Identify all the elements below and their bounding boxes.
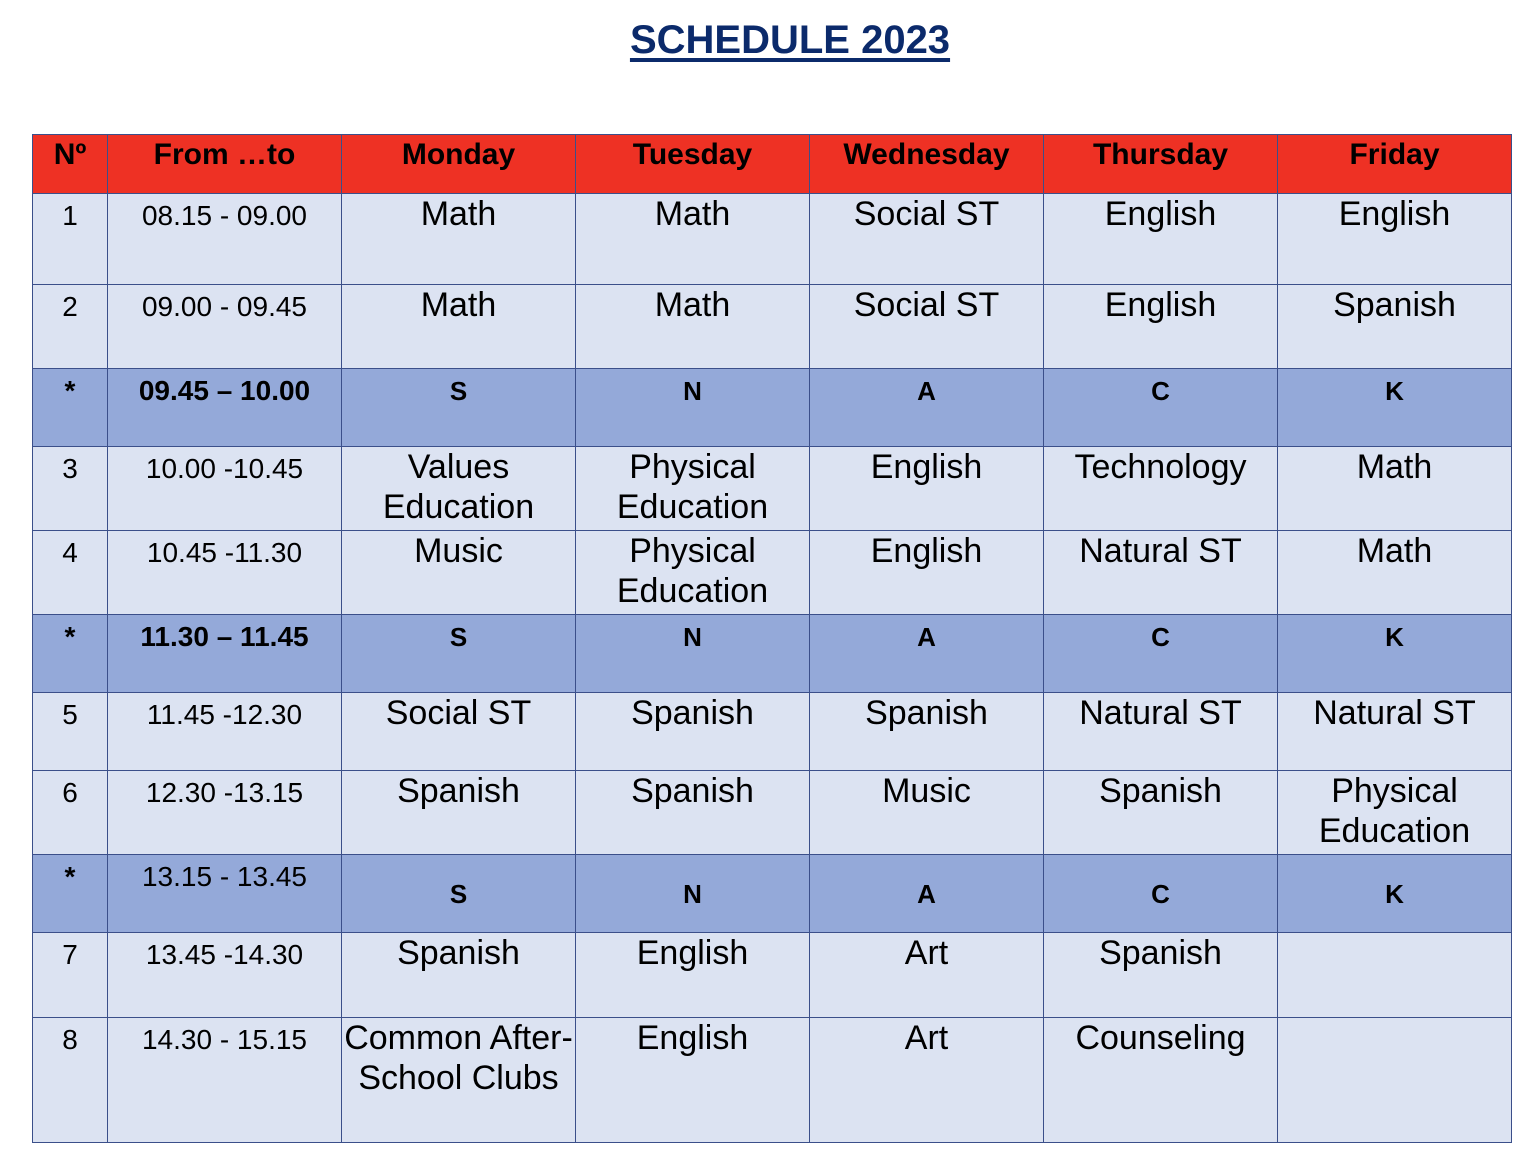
thursday-cell: Natural ST bbox=[1044, 693, 1278, 771]
monday-cell: Spanish bbox=[342, 771, 576, 855]
table-row bbox=[33, 693, 1512, 771]
wednesday-cell: Music bbox=[810, 771, 1044, 855]
wednesday-cell: Art bbox=[810, 933, 1044, 1018]
thursday-cell: Technology bbox=[1044, 447, 1278, 531]
wednesday-cell: A bbox=[810, 855, 1044, 933]
snack-row bbox=[33, 369, 1512, 447]
snack-row bbox=[33, 615, 1512, 693]
friday-cell bbox=[1278, 933, 1512, 1018]
period-number: * bbox=[33, 369, 108, 447]
wednesday-cell: Social ST bbox=[810, 194, 1044, 285]
thursday-cell: C bbox=[1044, 855, 1278, 933]
tuesday-cell: English bbox=[576, 933, 810, 1018]
monday-cell: Spanish bbox=[342, 933, 576, 1018]
period-time: 13.45 -14.30 bbox=[108, 933, 342, 1018]
period-number: 4 bbox=[33, 531, 108, 615]
tuesday-cell: English bbox=[576, 1018, 810, 1143]
thursday-cell: Natural ST bbox=[1044, 531, 1278, 615]
period-number: * bbox=[33, 855, 108, 933]
period-number: 7 bbox=[33, 933, 108, 1018]
table-row bbox=[33, 933, 1512, 1018]
thursday-cell: English bbox=[1044, 285, 1278, 369]
friday-cell bbox=[1278, 1018, 1512, 1143]
period-number: 3 bbox=[33, 447, 108, 531]
monday-cell: Values Education bbox=[342, 447, 576, 531]
tuesday-cell: Math bbox=[576, 194, 810, 285]
wednesday-cell: English bbox=[810, 447, 1044, 531]
period-time: 08.15 - 09.00 bbox=[108, 194, 342, 285]
monday-cell: Common After-School Clubs bbox=[342, 1018, 576, 1143]
monday-cell: Music bbox=[342, 531, 576, 615]
period-time: 11.30 – 11.45 bbox=[108, 615, 342, 693]
header-number: Nº bbox=[33, 135, 108, 194]
period-time: 14.30 - 15.15 bbox=[108, 1018, 342, 1143]
wednesday-cell: Social ST bbox=[810, 285, 1044, 369]
monday-cell: S bbox=[342, 615, 576, 693]
tuesday-cell: Math bbox=[576, 285, 810, 369]
thursday-cell: Spanish bbox=[1044, 771, 1278, 855]
table-row bbox=[33, 194, 1512, 285]
page-title: SCHEDULE 2023 bbox=[629, 18, 951, 62]
thursday-cell: Counseling bbox=[1044, 1018, 1278, 1143]
monday-cell: S bbox=[342, 369, 576, 447]
thursday-cell: Spanish bbox=[1044, 933, 1278, 1018]
thursday-cell: English bbox=[1044, 194, 1278, 285]
wednesday-cell: Art bbox=[810, 1018, 1044, 1143]
period-time: 10.00 -10.45 bbox=[108, 447, 342, 531]
header-thursday: Thursday bbox=[1044, 135, 1278, 194]
snack-row bbox=[33, 855, 1512, 933]
schedule-table bbox=[32, 134, 1512, 1143]
table-row bbox=[33, 447, 1512, 531]
period-number: 1 bbox=[33, 194, 108, 285]
period-time: 12.30 -13.15 bbox=[108, 771, 342, 855]
friday-cell: Math bbox=[1278, 447, 1512, 531]
friday-cell: K bbox=[1278, 855, 1512, 933]
tuesday-cell: Physical Education bbox=[576, 447, 810, 531]
tuesday-cell: Spanish bbox=[576, 693, 810, 771]
tuesday-cell: N bbox=[576, 615, 810, 693]
header-monday: Monday bbox=[342, 135, 576, 194]
tuesday-cell: N bbox=[576, 369, 810, 447]
tuesday-cell: Spanish bbox=[576, 771, 810, 855]
period-number: 2 bbox=[33, 285, 108, 369]
header-friday: Friday bbox=[1278, 135, 1512, 194]
period-time: 11.45 -12.30 bbox=[108, 693, 342, 771]
wednesday-cell: A bbox=[810, 615, 1044, 693]
friday-cell: Spanish bbox=[1278, 285, 1512, 369]
period-time: 10.45 -11.30 bbox=[108, 531, 342, 615]
thursday-cell: C bbox=[1044, 369, 1278, 447]
friday-cell: English bbox=[1278, 194, 1512, 285]
header-tuesday: Tuesday bbox=[576, 135, 810, 194]
table-row bbox=[33, 285, 1512, 369]
period-number: * bbox=[33, 615, 108, 693]
period-time: 09.45 – 10.00 bbox=[108, 369, 342, 447]
friday-cell: K bbox=[1278, 615, 1512, 693]
tuesday-cell: Physical Education bbox=[576, 531, 810, 615]
monday-cell: Math bbox=[342, 285, 576, 369]
header-wednesday: Wednesday bbox=[810, 135, 1044, 194]
wednesday-cell: Spanish bbox=[810, 693, 1044, 771]
tuesday-cell: N bbox=[576, 855, 810, 933]
wednesday-cell: A bbox=[810, 369, 1044, 447]
monday-cell: Social ST bbox=[342, 693, 576, 771]
friday-cell: Physical Education bbox=[1278, 771, 1512, 855]
header-row bbox=[33, 135, 1512, 194]
period-time: 13.15 - 13.45 bbox=[108, 855, 342, 933]
monday-cell: S bbox=[342, 855, 576, 933]
period-number: 5 bbox=[33, 693, 108, 771]
friday-cell: K bbox=[1278, 369, 1512, 447]
header-time: From …to bbox=[108, 135, 342, 194]
friday-cell: Math bbox=[1278, 531, 1512, 615]
friday-cell: Natural ST bbox=[1278, 693, 1512, 771]
table-row bbox=[33, 531, 1512, 615]
period-number: 6 bbox=[33, 771, 108, 855]
period-number: 8 bbox=[33, 1018, 108, 1143]
monday-cell: Math bbox=[342, 194, 576, 285]
table-row bbox=[33, 1018, 1512, 1143]
thursday-cell: C bbox=[1044, 615, 1278, 693]
wednesday-cell: English bbox=[810, 531, 1044, 615]
table-row bbox=[33, 771, 1512, 855]
period-time: 09.00 - 09.45 bbox=[108, 285, 342, 369]
